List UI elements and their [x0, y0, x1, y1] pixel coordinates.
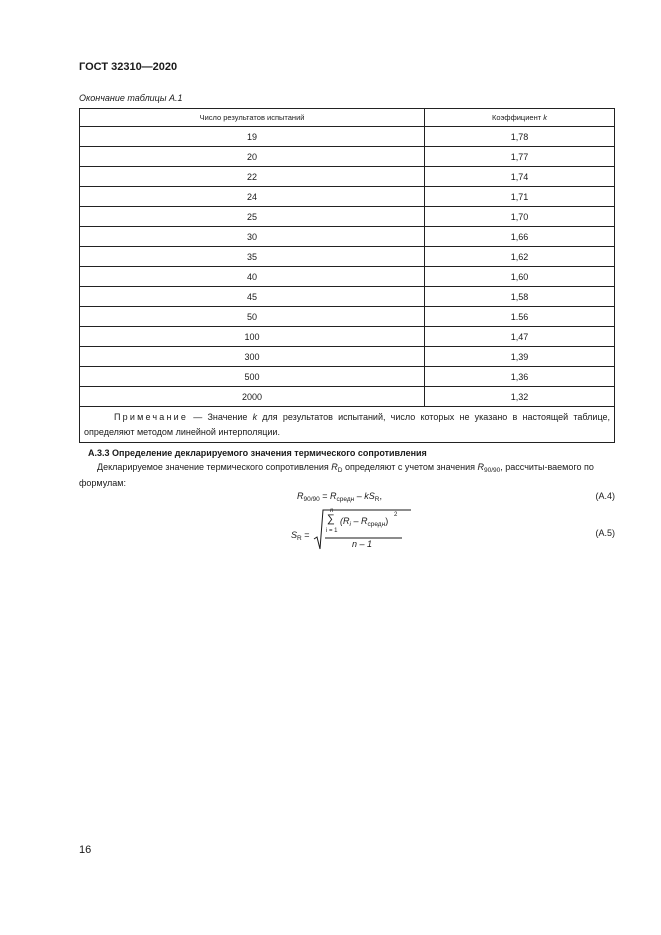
- a4-end: ,: [379, 491, 383, 501]
- cell-coefficient: 1,77: [425, 147, 615, 167]
- cell-test-count: 22: [80, 167, 425, 187]
- para-sub-9090: 90/90: [484, 467, 501, 474]
- table-header-row: [80, 109, 615, 127]
- cell-coefficient: 1,60: [425, 267, 615, 287]
- a5-numer-open: (R: [340, 516, 350, 526]
- cell-test-count: 2000: [80, 387, 425, 407]
- cell-test-count: 24: [80, 187, 425, 207]
- cell-coefficient: 1,74: [425, 167, 615, 187]
- a4-r2: R: [330, 491, 337, 501]
- a4-sub-9090: 90/90: [303, 496, 320, 503]
- cell-coefficient: 1,39: [425, 347, 615, 367]
- cell-test-count: 50: [80, 307, 425, 327]
- table-row: [80, 247, 615, 267]
- column-header-coefficient-var: k: [543, 113, 548, 122]
- a5-power: 2: [394, 512, 398, 518]
- table-caption: Окончание таблицы А.1: [79, 93, 183, 103]
- table-note-row: [80, 407, 615, 443]
- cell-coefficient: 1,71: [425, 187, 615, 207]
- column-header-coefficient: [425, 109, 615, 127]
- cell-coefficient: 1,32: [425, 387, 615, 407]
- a5-sum-top: n: [330, 508, 334, 514]
- cell-coefficient: 1,70: [425, 207, 615, 227]
- cell-test-count: 300: [80, 347, 425, 367]
- cell-test-count: 19: [80, 127, 425, 147]
- a5-s: S: [291, 530, 298, 540]
- a4-sub-sredn: средн: [336, 496, 355, 503]
- cell-coefficient: 1,66: [425, 227, 615, 247]
- cell-coefficient: 1.56: [425, 307, 615, 327]
- section-paragraph: [79, 461, 615, 490]
- column-header-test-count: Число результатов испытаний: [80, 109, 425, 127]
- para-text-2: определяют с учетом значения: [342, 462, 478, 472]
- a5-sub-r: R: [297, 535, 302, 542]
- coefficient-table: [79, 108, 615, 443]
- para-text-3: , рассчиты-ваемого по формулам:: [79, 462, 594, 488]
- table-row: [80, 367, 615, 387]
- a5-numer-minus: – R: [350, 516, 368, 526]
- table-row: [80, 387, 615, 407]
- table-body: [80, 127, 615, 407]
- cell-test-count: 20: [80, 147, 425, 167]
- para-sub-d: D: [337, 467, 343, 474]
- cell-coefficient: 1,78: [425, 127, 615, 147]
- cell-test-count: 25: [80, 207, 425, 227]
- formula-a4: [297, 491, 382, 503]
- cell-test-count: 30: [80, 227, 425, 247]
- table-row: [80, 287, 615, 307]
- formula-a4-number: (А.4): [595, 491, 615, 501]
- table-row: [80, 307, 615, 327]
- cell-coefficient: 1,36: [425, 367, 615, 387]
- table-note: [80, 407, 615, 443]
- section-title: А.3.3 Определение декларируемого значения термического сопротивления: [88, 448, 427, 458]
- cell-coefficient: 1,58: [425, 287, 615, 307]
- note-text-2: для результатов испытаний, число которых не указано в настоящей таблице, определяют методом линейной интерполяции.: [84, 412, 610, 437]
- a5-denominator: n – 1: [352, 539, 373, 549]
- para-text-1: Декларируемое значение термического сопротивления: [97, 462, 332, 472]
- table-row: [80, 207, 615, 227]
- table-row: [80, 347, 615, 367]
- note-text-1: — Значение: [188, 412, 253, 422]
- note-label: Примечание: [114, 412, 189, 422]
- a4-eq: =: [319, 491, 331, 501]
- radical-sign-icon: [291, 508, 411, 552]
- cell-test-count: 35: [80, 247, 425, 267]
- a5-numer-sub-i: i: [349, 521, 351, 528]
- a4-minus-k: – kS: [354, 491, 375, 501]
- table-row: [80, 147, 615, 167]
- para-var-r2: R: [477, 462, 484, 472]
- a5-eq: =: [301, 530, 310, 540]
- table-row: [80, 227, 615, 247]
- cell-test-count: 100: [80, 327, 425, 347]
- table-row: [80, 167, 615, 187]
- cell-test-count: 500: [80, 367, 425, 387]
- a5-numerator: [340, 516, 388, 528]
- cell-coefficient: 1,62: [425, 247, 615, 267]
- formula-a5-number: (А.5): [595, 528, 615, 538]
- table-row: [80, 327, 615, 347]
- table-row: [80, 187, 615, 207]
- a5-sum-sign: ∑: [327, 513, 335, 525]
- formula-a5: [291, 508, 411, 552]
- cell-test-count: 45: [80, 287, 425, 307]
- cell-test-count: 40: [80, 267, 425, 287]
- a5-numer-close: ): [385, 516, 389, 526]
- a5-sum-bot: i = 1: [326, 528, 338, 534]
- a4-r: R: [297, 491, 304, 501]
- table-row: [80, 267, 615, 287]
- a4-sub-r: R: [374, 496, 380, 503]
- note-var: k: [252, 412, 258, 422]
- para-var-r: R: [331, 462, 338, 472]
- cell-coefficient: 1,47: [425, 327, 615, 347]
- a5-numer-sub-sredn: средн: [367, 521, 386, 528]
- table-row: [80, 127, 615, 147]
- page-number: 16: [79, 844, 92, 856]
- column-header-coefficient-label: Коэффициент: [492, 113, 542, 122]
- document-id: ГОСТ 32310—2020: [79, 61, 178, 73]
